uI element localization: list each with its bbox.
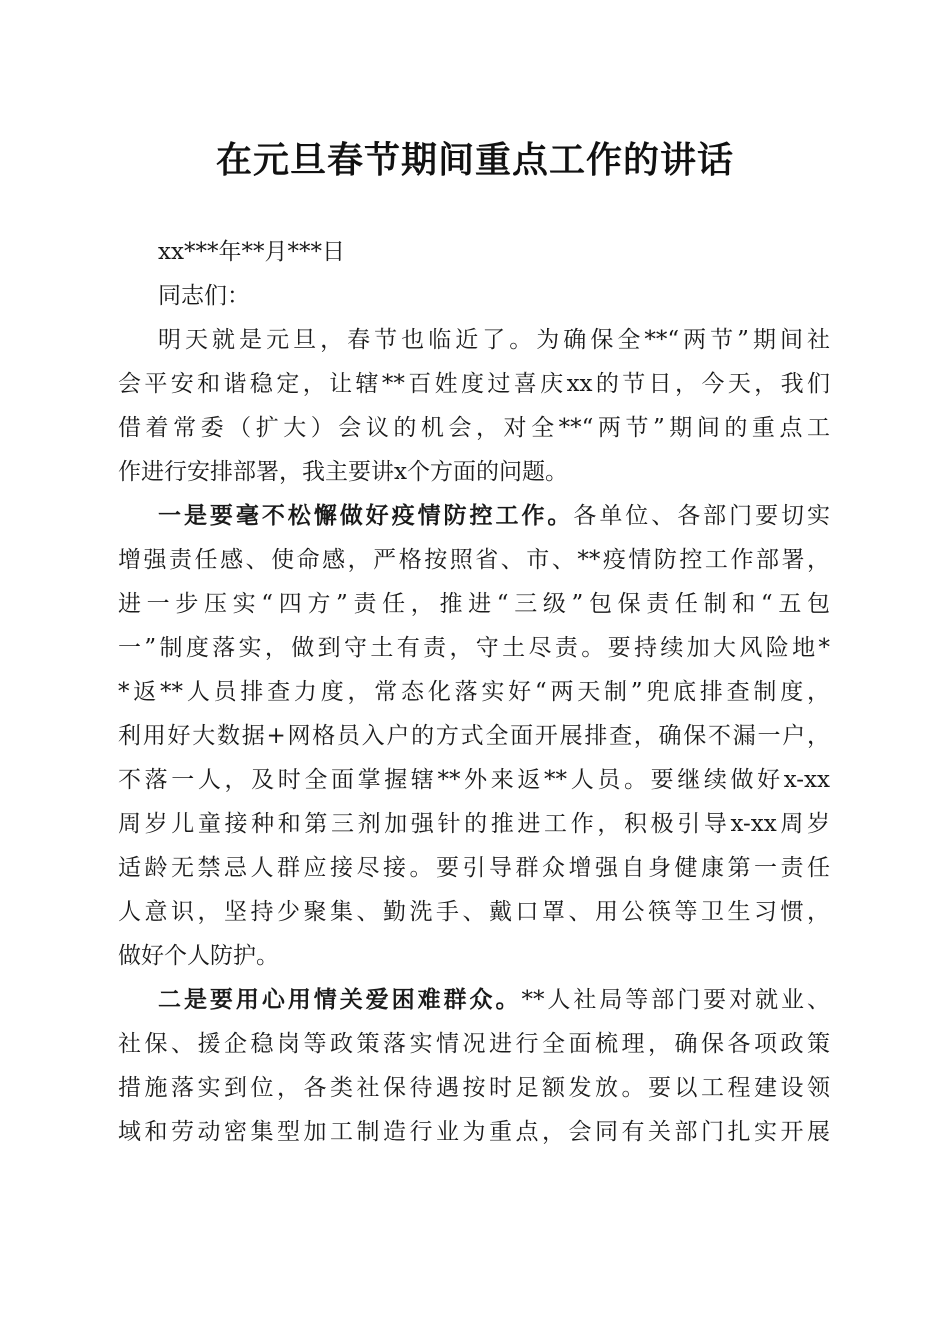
paragraph-line: 周岁儿童接种和第三剂加强针的推进工作，积极引导x-xx周岁 [118, 811, 830, 837]
paragraph-line: 一”制度落实，做到守土有责，守土尽责。要持续加大风险地* [118, 635, 830, 661]
salutation: 同志们： [158, 283, 250, 309]
paragraph-line: 进一步压实“四方”责任，推进“三级”包保责任制和“五包 [118, 591, 830, 617]
document-body [118, 230, 830, 1154]
paragraph-line: 不落一人，及时全面掌握辖**外来返**人员。要继续做好x-xx [118, 767, 830, 793]
paragraph-line: *返**人员排查力度，常态化落实好“两天制”兜底排查制度， [118, 679, 830, 705]
paragraph-line: 作进行安排部署，我主要讲x个方面的问题。 [118, 459, 568, 485]
speech-date: xx***年**月***日 [158, 239, 345, 265]
paragraph-line [118, 978, 830, 1022]
paragraph-intro [118, 318, 830, 494]
paragraph-line-rest: 各单位、各部门要切实 [573, 503, 831, 529]
paragraph-line: 增强责任感、使命感，严格按照省、市、**疫情防控工作部署， [118, 547, 830, 573]
paragraph-line: 做好个人防护。 [118, 943, 279, 969]
paragraph-care-for-needy [118, 978, 830, 1154]
paragraph-epidemic-control [118, 494, 830, 978]
paragraph-line: 人意识，坚持少聚集、勤洗手、戴口罩、用公筷等卫生习惯， [118, 899, 830, 925]
paragraph-line-rest: **人社局等部门要对就业、 [521, 987, 831, 1013]
paragraph-line [118, 494, 830, 538]
paragraph-lead: 二是要用心用情关爱困难群众。 [158, 986, 522, 1013]
paragraph-line: 会平安和谐稳定，让辖**百姓度过喜庆xx的节日，今天，我们 [118, 371, 830, 397]
paragraph-lead: 一是要毫不松懈做好疫情防控工作。 [158, 502, 574, 529]
paragraph-line: 措施落实到位，各类社保待遇按时足额发放。要以工程建设领 [118, 1075, 830, 1101]
paragraph-line: 社保、援企稳岗等政策落实情况进行全面梳理，确保各项政策 [118, 1031, 830, 1057]
paragraph-line: 明天就是元旦，春节也临近了。为确保全**“两节”期间社 [158, 327, 830, 353]
paragraph-line: 适龄无禁忌人群应接尽接。要引导群众增强自身健康第一责任 [118, 855, 830, 881]
paragraph-line: 域和劳动密集型加工制造行业为重点，会同有关部门扎实开展 [118, 1119, 830, 1145]
document-title: 在元旦春节期间重点工作的讲话 [215, 139, 734, 181]
paragraph-line: 利用好大数据+网格员入户的方式全面开展排查，确保不漏一户， [118, 723, 830, 749]
paragraph-line: 借着常委（扩大）会议的机会，对全**“两节”期间的重点工 [118, 415, 830, 441]
